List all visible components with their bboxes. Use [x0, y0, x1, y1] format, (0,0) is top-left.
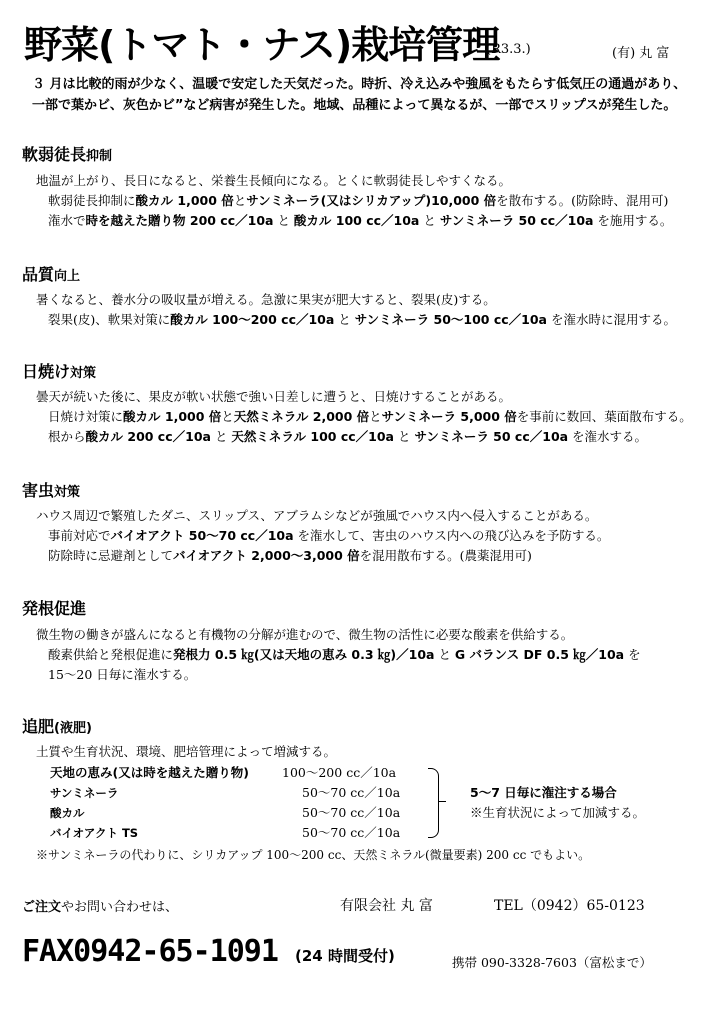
text: を散布する。(防除時、混用可) [496, 193, 669, 208]
text: 防除時に忌避剤として [48, 548, 174, 563]
text: 酸素供給と発根促進に [48, 647, 174, 662]
section-heading-softgrowth [22, 142, 112, 165]
section-text [48, 526, 609, 546]
product-text: 酸カル 1,000 倍 [135, 193, 234, 208]
heading-main: 害虫 [22, 481, 55, 500]
text: 裂果(皮)、軟果対策に [48, 312, 171, 327]
product-text: 酸カル 100～200 cc／10a [170, 312, 335, 327]
text: 日焼け対策に [48, 409, 124, 424]
section-text [48, 546, 532, 566]
product-text: 天然ミネラル 100 cc／10a [231, 429, 394, 444]
text: 根から [48, 429, 86, 444]
fertilizer-name: 天地の恵み(又は時を越えた贈り物) [50, 765, 249, 780]
fertilizer-amount: 50～70 cc／10a [302, 825, 401, 840]
text: と [210, 429, 232, 444]
order-bold: ご注文 [22, 900, 62, 915]
fertilizer-amount: 50～70 cc／10a [302, 785, 401, 800]
application-note: ※生育状況によって加減する。 [470, 805, 646, 820]
fertilizer-name: 酸カル [50, 806, 85, 820]
text: と [394, 429, 415, 444]
product-text: G バランス DF 0.5 ㎏／10a [454, 647, 625, 662]
tel-number: TEL（0942）65-0123 [494, 898, 645, 914]
heading-sub: 対策 [70, 366, 97, 381]
product-text: 発根力 0.5 ㎏(又は天地の恵み 0.3 ㎏)／10a [173, 647, 435, 662]
brace-bracket [428, 768, 439, 838]
product-text: 時を越えた贈り物 200 cc／10a [85, 213, 274, 228]
fax-number: FAX0942-65-1091 [22, 934, 278, 969]
company-full: 有限会社 丸 富 [340, 898, 433, 914]
product-text: 酸カル 100 cc／10a [293, 213, 420, 228]
product-text: 天然ミネラル 2,000 倍 [233, 409, 370, 424]
product-text: バイオアクト 50～70 cc／10a [110, 528, 294, 543]
text: を潅水時に混用する。 [546, 312, 676, 327]
page-title: 野菜(トマト・ナス)栽培管理 [24, 23, 500, 67]
product-text: サンミネーラ 5,000 倍 [381, 409, 517, 424]
section-text [48, 310, 676, 330]
company-name: (有) 丸 富 [612, 46, 670, 61]
fertilizer-name: バイオアクト TS [50, 826, 139, 840]
section-heading-sunburn [22, 359, 96, 382]
order-line [22, 896, 178, 915]
text: と [419, 213, 440, 228]
section-text [48, 407, 692, 427]
intro-text [32, 74, 686, 116]
text: を潅水する。 [568, 429, 648, 444]
text: と [273, 213, 294, 228]
fertilizer-amount: 100～200 cc／10a [282, 765, 397, 780]
product-text: サンミネーラ(又はシリカアップ)10,000 倍 [246, 193, 497, 208]
fax-note: (24 時間受付) [295, 947, 395, 965]
text: と [369, 409, 382, 424]
section-text: ハウス周辺で繁殖したダニ、スリップス、アブラムシなどが強風でハウス内へ侵入することがある。 [36, 508, 598, 523]
section-heading-quality [22, 262, 80, 285]
fertilizer-amount: 50～70 cc／10a [302, 805, 401, 820]
text: と [221, 409, 234, 424]
text: と [334, 312, 355, 327]
text: を潅水して、害虫のハウス内への飛び込みを予防する。 [293, 528, 610, 543]
heading-main: 追肥 [22, 717, 55, 736]
section-text [48, 211, 672, 231]
mobile-number: 携帯 090-3328-7603（富松まで） [452, 955, 652, 970]
text: 潅水で [48, 213, 86, 228]
text: を施用する。 [593, 213, 673, 228]
section-text: 15～20 日毎に潅水する。 [48, 667, 197, 682]
section-text: 暑くなると、養水分の吸収量が増える。急激に果実が肥大すると、裂果(皮)する。 [36, 292, 496, 307]
product-text: 酸カル 200 cc／10a [85, 429, 211, 444]
brace-tip [438, 801, 446, 802]
section-text [48, 427, 647, 447]
section-heading-rooting: 発根促進 [22, 599, 87, 618]
intro-line: 一部で葉かビ、灰色かビ”など病害が発生した。地域、品種によって異なるが、一部でスリップスが発生した。 [32, 98, 677, 113]
heading-sub: 対策 [54, 485, 81, 500]
heading-main: 日焼け [22, 362, 71, 381]
product-text: バイオアクト 2,000～3,000 倍 [173, 548, 360, 563]
section-text: 土質や生育状況、環境、肥培管理によって増減する。 [36, 744, 337, 759]
section-text: 微生物の働きが盛んになると有機物の分解が進むので、微生物の活性に必要な酸素を供給する。 [36, 627, 574, 642]
section-heading-pests [22, 478, 80, 501]
footnote: ※サンミネーラの代わりに、シリカアップ 100～200 cc、天然ミネラル(微量要素) 200 cc でもよい。 [36, 848, 591, 862]
text: 軟弱徒長抑制に [48, 193, 136, 208]
product-text: 酸カル 1,000 倍 [123, 409, 222, 424]
product-text: サンミネーラ 50 cc／10a [414, 429, 569, 444]
heading-sub: 向上 [54, 269, 81, 284]
text: を事前に数回、葉面散布する。 [516, 409, 692, 424]
section-text: 地温が上がり、長日になると、栄養生長傾向になる。とくに軟弱徒長しやすくなる。 [36, 173, 512, 188]
text: と [434, 647, 455, 662]
section-text [48, 191, 668, 211]
heading-main: 軟弱徒長 [22, 145, 87, 164]
issue-date: (R3.3.) [486, 42, 531, 57]
heading-sub: (液肥) [54, 721, 92, 736]
product-text: サンミネーラ 50～100 cc／10a [354, 312, 547, 327]
fertilizer-name: サンミネーラ [50, 786, 119, 800]
intro-line: ３ 月は比較的雨が少なく、温暖で安定した天気だった。時折、冷え込みや強風をもたらす低気圧の通過があり、 [32, 77, 687, 92]
heading-sub: 抑制 [86, 149, 113, 164]
text: を混用散布する。(農薬混用可) [359, 548, 532, 563]
application-note-bold: 5～7 日毎に潅注する場合 [470, 785, 617, 800]
text: 事前対応で [48, 528, 111, 543]
section-heading-topdressing [22, 714, 92, 737]
section-text: 曇天が続いた後に、果皮が軟い状態で強い日差しに遭うと、日焼けすることがある。 [36, 389, 512, 404]
section-text [48, 645, 641, 665]
heading-main: 品質 [22, 265, 55, 284]
order-text: やお問い合わせは、 [61, 900, 179, 915]
text: と [233, 193, 247, 208]
text: を [624, 647, 641, 662]
fax-line [22, 934, 395, 969]
product-text: サンミネーラ 50 cc／10a [439, 213, 594, 228]
